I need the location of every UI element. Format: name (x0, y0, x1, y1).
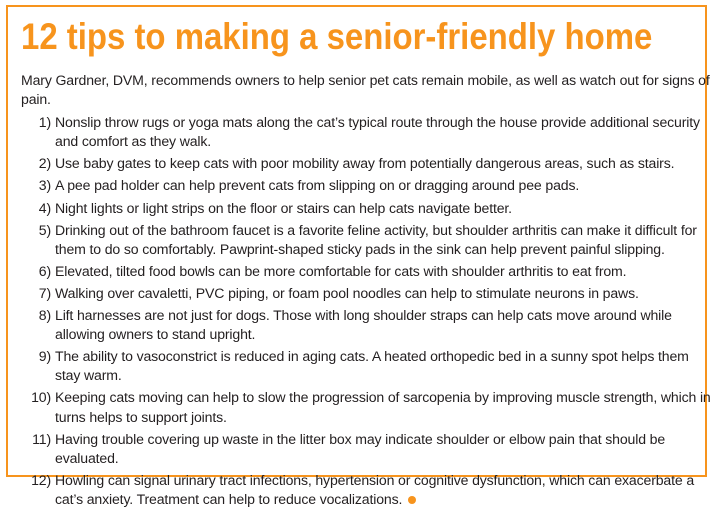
tip-item (21, 471, 711, 509)
tip-item (21, 176, 711, 195)
tip-number: 3) (38, 177, 51, 194)
tip-number: 9) (38, 348, 51, 365)
tip-item (21, 221, 711, 259)
tip-item (21, 347, 711, 385)
tip-text: Walking over cavaletti, PVC piping, or foam pool noodles can help to stimulate neurons in paws. (55, 284, 639, 301)
tip-item (21, 306, 711, 344)
tip-number: 5) (38, 221, 51, 238)
tip-text: Howling can signal urinary tract infections, hypertension or cognitive dysfunction, which can exacerbate a cat’s anxiety. Treatment can help to reduce vocalizations. (55, 471, 695, 507)
tip-item (21, 154, 711, 173)
tip-item (21, 430, 711, 468)
tip-number: 7) (38, 284, 51, 301)
tip-text: Night lights or light strips on the floor or stairs can help cats navigate better. (55, 199, 512, 216)
tip-text: Nonslip throw rugs or yoga mats along the cat’s typical route through the house provide additional security and comfort as they walk. (55, 114, 700, 150)
tips-content (21, 71, 711, 512)
tip-text: Drinking out of the bathroom faucet is a favorite feline activity, but shoulder arthritis can make it difficult for them to do so comfortably. Pawprint-shaped sticky pads in the sink can help prevent painful slipping. (55, 221, 697, 257)
tip-text-last (55, 471, 711, 509)
tip-number: 11) (32, 430, 51, 447)
tips-list (21, 113, 711, 509)
tip-number: 1) (38, 114, 51, 131)
tip-item (21, 388, 711, 426)
tip-number: 2) (38, 155, 51, 172)
tip-item (21, 199, 711, 218)
tip-number: 10) (31, 389, 51, 406)
tip-number: 8) (38, 307, 51, 324)
orange-dot-icon (408, 496, 416, 504)
intro-text: Mary Gardner, DVM, recommends owners to help senior pet cats remain mobile, as well as watch out for signs of pain. (21, 72, 710, 108)
tip-text: Use baby gates to keep cats with poor mobility away from potentially dangerous areas, such as stairs. (55, 155, 675, 172)
tips-box (6, 5, 711, 507)
tip-text: Having trouble covering up waste in the litter box may indicate shoulder or elbow pain that should be evaluated. (55, 430, 666, 466)
tip-number: 4) (38, 199, 51, 216)
tip-text: Lift harnesses are not just for dogs. Those with long shoulder straps can help cats move around while allowing owners to stand upright. (55, 307, 672, 343)
tip-text: Elevated, tilted food bowls can be more comfortable for cats with shoulder arthritis to eat from. (55, 262, 627, 279)
tip-item (21, 113, 711, 151)
tip-text: Keeping cats moving can help to slow the progression of sarcopenia by improving muscle strength, which in turns helps to support joints. (55, 389, 711, 425)
tip-item (21, 262, 711, 281)
tip-number: 12) (31, 471, 51, 488)
tip-text: The ability to vasoconstrict is reduced in aging cats. A heated orthopedic bed in a sunny spot helps them stay warm. (55, 348, 689, 384)
tip-number: 6) (38, 262, 51, 279)
tip-item (21, 284, 711, 303)
tip-text: A pee pad holder can help prevent cats from slipping on or dragging around pee pads. (55, 177, 580, 194)
page-title: 12 tips to making a senior-friendly home (21, 16, 653, 57)
